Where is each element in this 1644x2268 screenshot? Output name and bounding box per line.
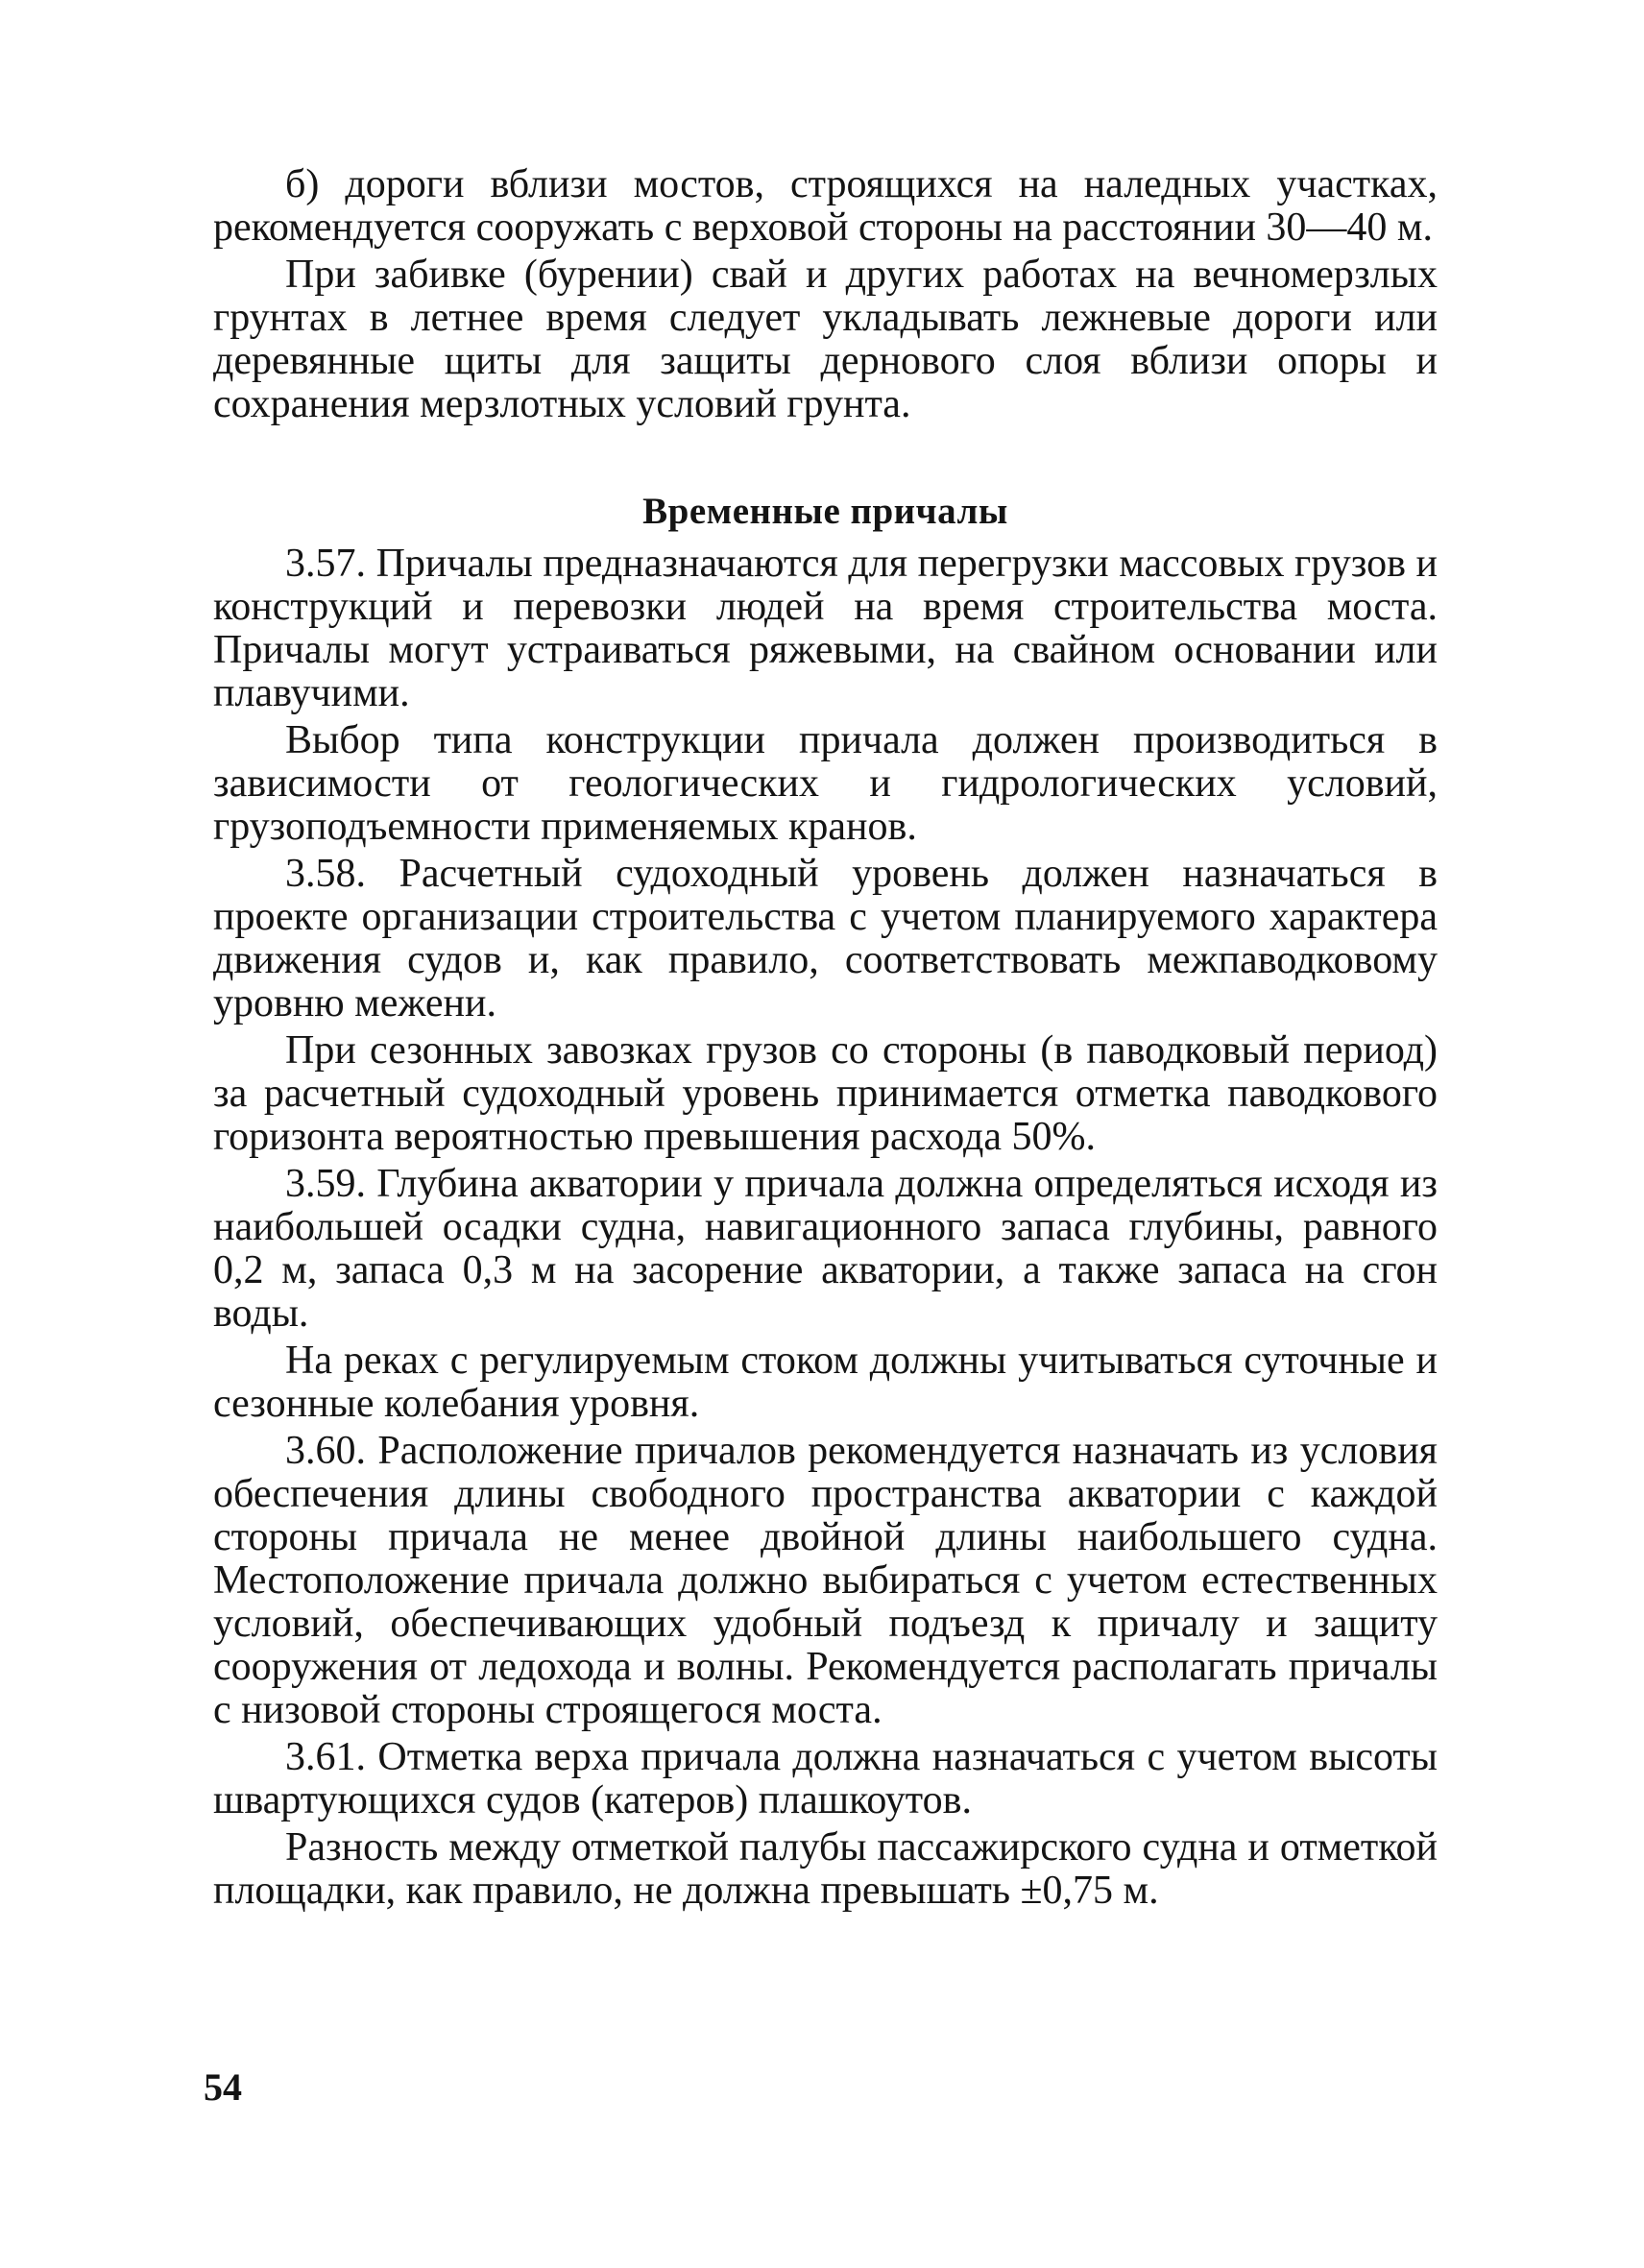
section-title: Временные причалы — [642, 491, 1008, 532]
page-number: 54 — [204, 2065, 242, 2109]
paragraph-berth-type-choice: Выбор типа конструкции причала должен производиться в зависимости от геологических и гидрологических условий, грузоподъемности применяемых кранов. — [213, 718, 1438, 849]
paragraph-3-60: 3.60. Расположение причалов рекомендуется назначать из условия обеспечения длины свободного пространства акватории с каждой стороны причала не менее двойной длины наибольшего судна. Местоположение причала должно выбираться с учетом естественных условий, обеспечивающих удобный подъезд к причалу и защиту сооружения от ледохода и волны. Рекомендуется располагать причалы с низовой стороны строящегося моста. — [213, 1429, 1438, 1732]
paragraph-roads-near-bridges: б) дороги вблизи мостов, строящихся на наледных участках, рекомендуется сооружать с верховой стороны на расстоянии 30—40 м. — [213, 162, 1438, 250]
paragraph-seasonal-deliveries: При сезонных завозках грузов со стороны (в паводковый период) за расчетный судоходный уровень принимается отметка паводкового горизонта вероятностью превышения расхода 50%. — [213, 1028, 1438, 1159]
paragraph-pile-driving: При забивке (бурении) свай и других работах на вечномерзлых грунтах в летнее время следует укладывать лежневые дороги или деревянные щиты для защиты дернового слоя вблизи опоры и сохранения мерзлотных условий грунта. — [213, 253, 1438, 426]
paragraph-deck-difference: Разность между отметкой палубы пассажирского судна и отметкой площадки, как правило, не должна превышать ±0,75 м. — [213, 1825, 1438, 1913]
paragraph-3-57: 3.57. Причалы предназначаются для перегрузки массовых грузов и конструкций и перевозки людей на время строительства моста. Причалы могут устраиваться ряжевыми, на свайном основании или плавучими. — [213, 542, 1438, 715]
paragraph-regulated-rivers: На реках с регулируемым стоком должны учитываться суточные и сезонные колебания уровня. — [213, 1339, 1438, 1426]
paragraph-3-59: 3.59. Глубина акватории у причала должна определяться исходя из наибольшей осадки судна, навигационного запаса глубины, равного 0,2 м, запаса 0,3 м на засорение акватории, а также запаса на сгон воды. — [213, 1162, 1438, 1336]
paragraph-3-61: 3.61. Отметка верха причала должна назначаться с учетом высоты швартующихся судов (катеров) плашкоутов. — [213, 1735, 1438, 1822]
paragraph-3-58: 3.58. Расчетный судоходный уровень должен назначаться в проекте организации строительства с учетом планируемого характера движения судов и, как правило, соответствовать межпаводковому уровню межени. — [213, 852, 1438, 1025]
page-body — [213, 163, 1438, 1913]
